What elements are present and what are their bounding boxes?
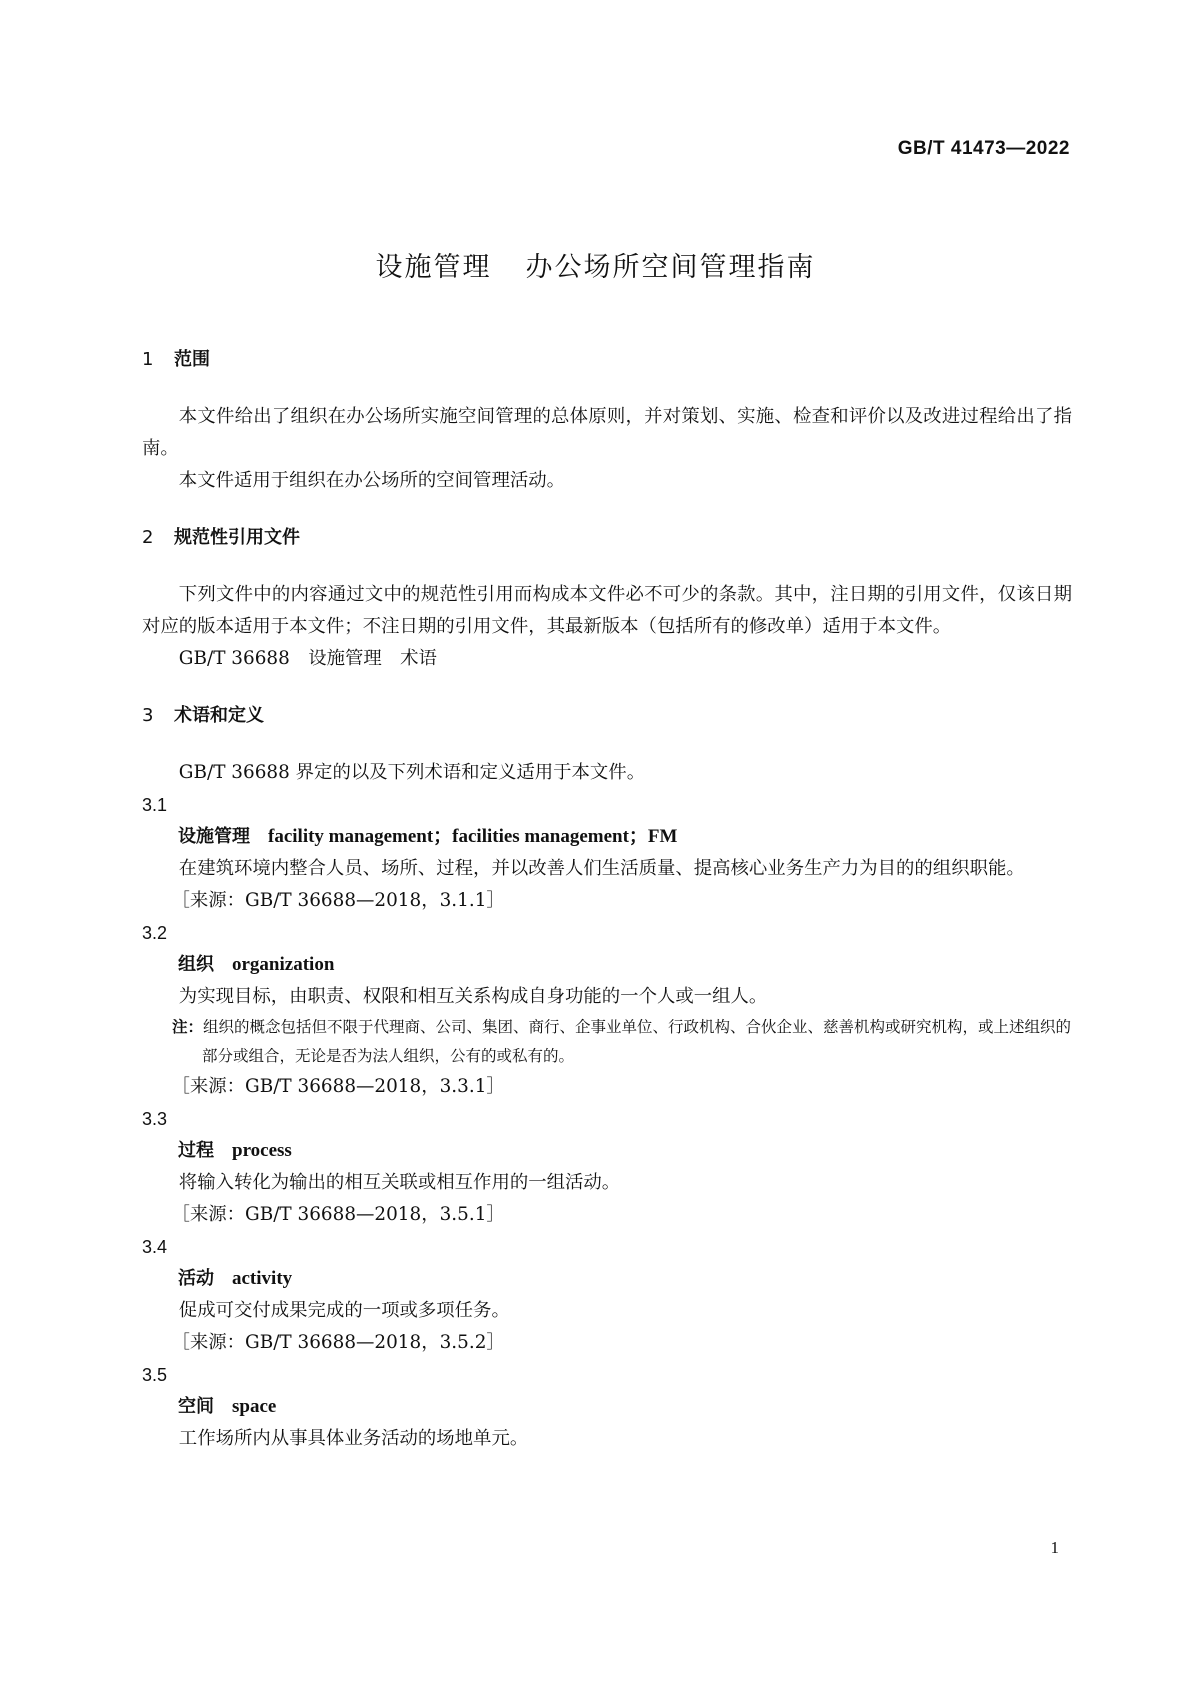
term-en: organization xyxy=(232,954,335,975)
term-source: ［来源：GB/T 36688—2018，3.1.1］ xyxy=(171,890,505,911)
term-entry xyxy=(142,1391,1072,1423)
term-zh: 过程 xyxy=(178,1140,214,1161)
page-number: 1 xyxy=(1050,1538,1059,1557)
document-body xyxy=(142,345,1072,1455)
term-en: activity xyxy=(232,1268,293,1289)
term-note xyxy=(144,1013,1072,1071)
term-zh: 空间 xyxy=(178,1396,214,1417)
section-number: 3 xyxy=(142,705,154,726)
term-entry xyxy=(142,1263,1072,1295)
section-title: 术语和定义 xyxy=(174,705,264,726)
title-part-2: 办公场所空间管理指南 xyxy=(525,252,816,283)
term-number: 3.4 xyxy=(142,1237,168,1257)
section-title: 规范性引用文件 xyxy=(174,527,300,548)
section-heading-terms-definitions xyxy=(142,701,1072,731)
title-part-1: 设施管理 xyxy=(375,252,492,283)
reference-entry: GB/T 36688 设施管理 术语 xyxy=(178,648,437,669)
note-label: 注： xyxy=(172,1018,204,1036)
section-number: 2 xyxy=(142,527,154,548)
term-definition: 为实现目标，由职责、权限和相互关系构成自身功能的一个人或一组人。 xyxy=(178,986,768,1007)
document-title xyxy=(0,245,1191,284)
section-heading-normative-references xyxy=(142,523,1072,553)
term-number: 3.2 xyxy=(142,923,168,943)
paragraph: 下列文件中的内容通过文中的规范性引用而构成本文件必不可少的条款。其中，注日期的引用文件，仅该日期对应的版本适用于本文件；不注日期的引用文件，其最新版本（包括所有的修改单）适用于本文件。 xyxy=(142,584,1072,637)
term-en: process xyxy=(232,1140,292,1161)
term-zh: 活动 xyxy=(178,1268,214,1289)
section-heading-scope xyxy=(142,345,1072,375)
term-zh: 设施管理 xyxy=(178,826,250,847)
standard-code: GB/T 41473—2022 xyxy=(897,138,1070,159)
term-number: 3.3 xyxy=(142,1109,168,1129)
paragraph: 本文件给出了组织在办公场所实施空间管理的总体原则，并对策划、实施、检查和评价以及改进过程给出了指南。 xyxy=(142,406,1072,459)
term-zh: 组织 xyxy=(178,954,214,975)
term-definition: 在建筑环境内整合人员、场所、过程，并以改善人们生活质量、提高核心业务生产力为目的的组织职能。 xyxy=(178,858,1025,879)
term-definition: 将输入转化为输出的相互关联或相互作用的一组活动。 xyxy=(178,1172,621,1193)
paragraph: GB/T 36688 界定的以及下列术语和定义适用于本文件。 xyxy=(178,762,646,783)
note-text: 组织的概念包括但不限于代理商、公司、集团、商行、企事业单位、行政机构、合伙企业、慈善机构或研究机构，或上述组织的部分或组合，无论是否为法人组织，公有的或私有的。 xyxy=(202,1018,1072,1065)
section-title: 范围 xyxy=(174,349,210,370)
term-source: ［来源：GB/T 36688—2018，3.5.1］ xyxy=(171,1204,505,1225)
term-en: space xyxy=(232,1396,277,1417)
term-number: 3.1 xyxy=(142,795,168,815)
term-en: facility management；facilities management；FM xyxy=(268,826,678,847)
term-source: ［来源：GB/T 36688—2018，3.3.1］ xyxy=(171,1076,505,1097)
paragraph: 本文件适用于组织在办公场所的空间管理活动。 xyxy=(178,470,566,491)
term-number: 3.5 xyxy=(142,1365,168,1385)
section-number: 1 xyxy=(142,349,154,370)
term-entry xyxy=(142,1135,1072,1167)
term-definition: 促成可交付成果完成的一项或多项任务。 xyxy=(178,1300,510,1321)
term-source: ［来源：GB/T 36688—2018，3.5.2］ xyxy=(171,1332,505,1353)
term-entry xyxy=(142,821,1072,853)
term-entry xyxy=(142,949,1072,981)
term-definition: 工作场所内从事具体业务活动的场地单元。 xyxy=(178,1428,529,1449)
